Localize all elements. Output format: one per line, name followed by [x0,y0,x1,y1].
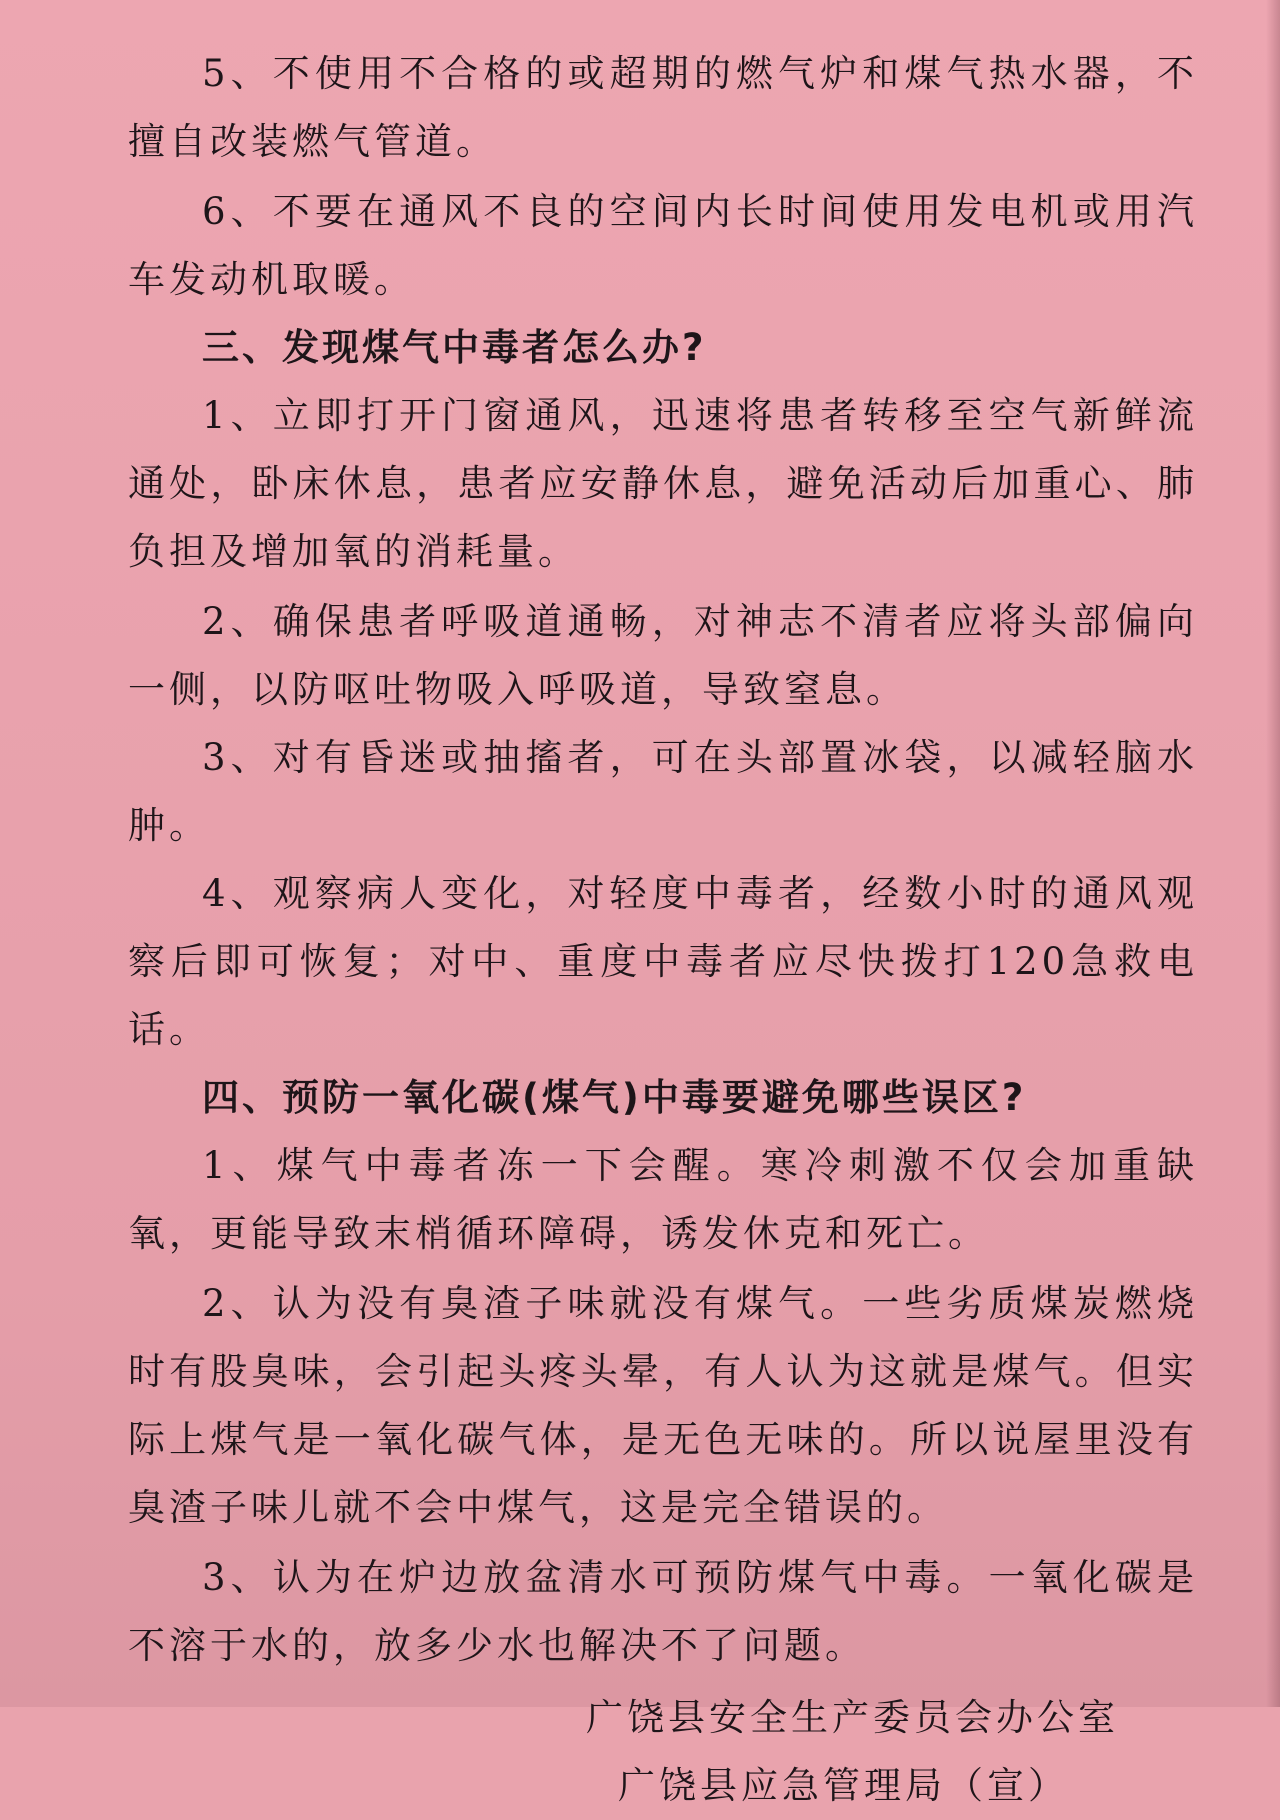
section-3-item-3: 3、对有昏迷或抽搐者，可在头部置冰袋，以减轻脑水肿。 [128,736,1198,847]
prevention-item-5: 5、不使用不合格的或超期的燃气炉和煤气热水器，不擅自改装燃气管道。 [128,52,1198,163]
section-4-item-2: 2、认为没有臭渣子味就没有煤气。一些劣质煤炭燃烧时有股臭味，会引起头疼头晕，有人认为这就是煤气。但实际上煤气是一氧化碳气体，是无色无味的。所以说屋里没有臭渣子味儿就不会中煤气，这是完全错误的。 [128,1282,1198,1529]
section-3-item-1: 1、立即打开门窗通风，迅速将患者转移至空气新鲜流通处，卧床休息，患者应安静休息，避免活动后加重心、肺负担及增加氧的消耗量。 [128,394,1198,573]
issuer-office: 广饶县安全生产委员会办公室 [586,1696,1119,1739]
issuer-bureau: 广饶县应急管理局（宣） [618,1764,1069,1807]
document-page [128,40,1198,1820]
issuer-signature [128,1684,1198,1820]
section-4-item-3: 3、认为在炉边放盆清水可预防煤气中毒。一氧化碳是不溶于水的，放多少水也解决不了问题。 [128,1556,1198,1667]
section-4-item-1: 1、煤气中毒者冻一下会醒。寒冷刺激不仅会加重缺氧，更能导致末梢循环障碍，诱发休克和死亡。 [128,1144,1198,1255]
section-4-heading: 四、预防一氧化碳(煤气)中毒要避免哪些误区? [202,1076,1027,1119]
prevention-item-6: 6、不要在通风不良的空间内长时间使用发电机或用汽车发动机取暖。 [128,190,1198,301]
section-3-item-4: 4、观察病人变化，对轻度中毒者，经数小时的通风观察后即可恢复；对中、重度中毒者应尽快拨打120急救电话。 [128,872,1198,1051]
section-3-heading: 三、发现煤气中毒者怎么办? [202,326,707,369]
section-3-item-2: 2、确保患者呼吸道通畅，对神志不清者应将头部偏向一侧，以防呕吐物吸入呼吸道，导致窒息。 [128,600,1198,711]
